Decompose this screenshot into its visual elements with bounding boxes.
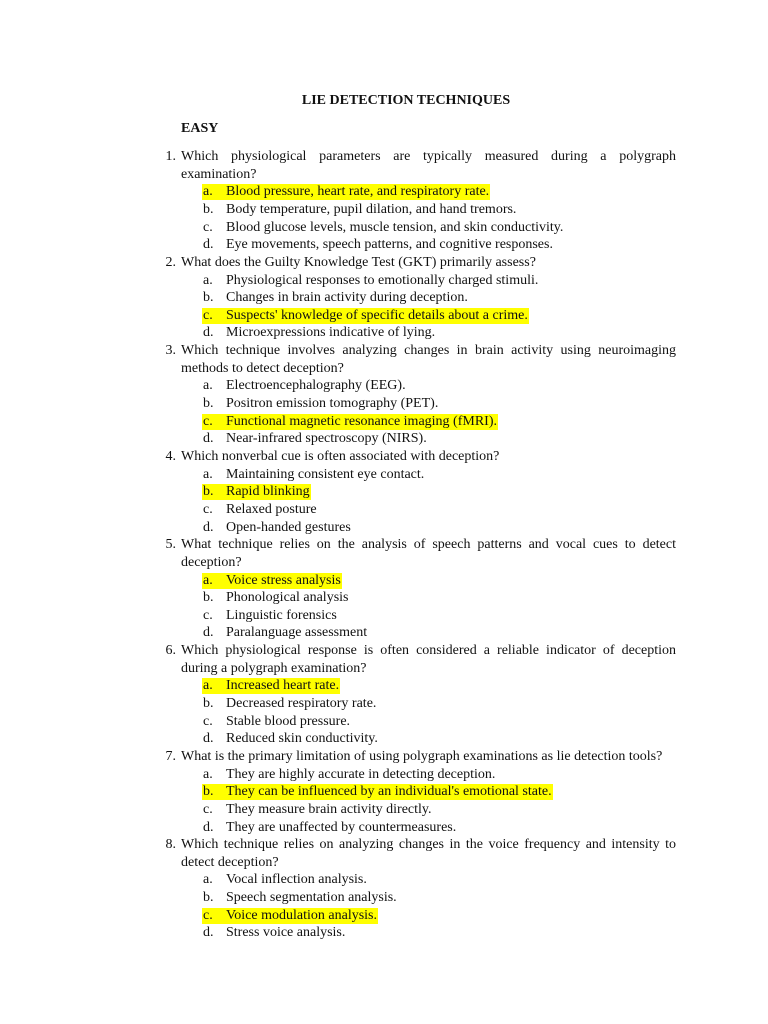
- question-item: [0, 748, 768, 836]
- option-letter: b.: [203, 784, 214, 800]
- question-text: Which technique relies on analyzing changes in the voice frequency and intensity to detect deception?: [181, 837, 676, 870]
- question-item: [0, 836, 768, 942]
- section-heading: EASY: [181, 121, 219, 136]
- option-letter: c.: [203, 907, 213, 923]
- answer-option: [0, 801, 768, 819]
- answer-option: [0, 607, 768, 625]
- option-letter: b.: [203, 396, 214, 412]
- answer-option-correct: [0, 907, 768, 925]
- option-letter: d.: [203, 925, 214, 941]
- question-item: [0, 342, 768, 448]
- option-text: They measure brain activity directly.: [226, 801, 432, 817]
- option-letter: b.: [203, 890, 214, 906]
- answer-option: [0, 430, 768, 448]
- option-text: Eye movements, speech patterns, and cognitive responses.: [226, 237, 553, 253]
- answer-option: [0, 324, 768, 342]
- answer-option: [0, 695, 768, 713]
- question-number: 4.: [165, 448, 176, 464]
- option-letter: b.: [203, 484, 214, 500]
- option-letter: a.: [203, 572, 213, 588]
- option-text: Relaxed posture: [226, 501, 317, 517]
- option-letter: c.: [203, 307, 213, 323]
- option-letter: d.: [203, 237, 214, 253]
- answer-option-correct: [0, 413, 768, 431]
- option-letter: a.: [203, 272, 213, 288]
- document-title: LIE DETECTION TECHNIQUES: [301, 93, 511, 108]
- option-text: Phonological analysis: [226, 590, 349, 606]
- option-letter: a.: [203, 766, 213, 782]
- question-text: Which technique involves analyzing changes in brain activity using neuroimaging methods to detect deception?: [181, 343, 676, 376]
- option-text: They can be influenced by an individual's emotional state.: [226, 784, 552, 800]
- option-letter: d.: [203, 519, 214, 535]
- option-text: Voice stress analysis: [226, 572, 341, 588]
- option-letter: c.: [203, 501, 213, 517]
- question-item: [0, 642, 768, 748]
- option-text: Functional magnetic resonance imaging (fMRI).: [226, 413, 497, 429]
- option-text: Stress voice analysis.: [226, 925, 346, 941]
- option-text: Electroencephalography (EEG).: [226, 378, 406, 394]
- option-text: Stable blood pressure.: [226, 713, 351, 729]
- answer-option: [0, 219, 768, 237]
- option-text: Speech segmentation analysis.: [226, 890, 397, 906]
- answer-option: [0, 501, 768, 519]
- question-text: What technique relies on the analysis of speech patterns and vocal cues to detect deception?: [181, 537, 676, 570]
- option-text: Decreased respiratory rate.: [226, 696, 377, 712]
- question-item: [0, 448, 768, 536]
- option-text: Microexpressions indicative of lying.: [226, 325, 436, 341]
- option-text: They are unaffected by countermeasures.: [226, 819, 457, 835]
- question-text: What is the primary limitation of using polygraph examinations as lie detection tools?: [181, 748, 663, 764]
- answer-option-correct: [0, 677, 768, 695]
- option-text: Maintaining consistent eye contact.: [226, 466, 425, 482]
- answer-option: [0, 236, 768, 254]
- option-letter: c.: [203, 607, 213, 623]
- question-item: [0, 536, 768, 642]
- answer-option-correct: [0, 307, 768, 325]
- answer-option: [0, 819, 768, 837]
- option-letter: c.: [203, 713, 213, 729]
- option-letter: a.: [203, 678, 213, 694]
- question-text: What does the Guilty Knowledge Test (GKT) primarily assess?: [181, 254, 536, 270]
- option-text: Vocal inflection analysis.: [226, 872, 367, 888]
- option-letter: a.: [203, 872, 213, 888]
- option-text: Open-handed gestures: [226, 519, 351, 535]
- option-text: Blood glucose levels, muscle tension, and skin conductivity.: [226, 219, 564, 235]
- answer-option: [0, 589, 768, 607]
- question-number: 8.: [165, 837, 176, 853]
- answer-option: [0, 766, 768, 784]
- answer-option: [0, 289, 768, 307]
- option-letter: d.: [203, 731, 214, 747]
- question-number: 3.: [165, 343, 176, 359]
- answer-option: [0, 871, 768, 889]
- option-text: They are highly accurate in detecting deception.: [226, 766, 496, 782]
- answer-option: [0, 466, 768, 484]
- question-number: 2.: [165, 254, 176, 270]
- question-text: Which physiological parameters are typically measured during a polygraph examination?: [181, 149, 676, 182]
- answer-option-correct: [0, 572, 768, 590]
- option-letter: b.: [203, 290, 214, 306]
- option-letter: b.: [203, 590, 214, 606]
- option-letter: c.: [203, 801, 213, 817]
- question-number: 6.: [165, 643, 176, 659]
- option-text: Linguistic forensics: [226, 607, 337, 623]
- answer-option-correct: [0, 783, 768, 801]
- option-letter: a.: [203, 184, 213, 200]
- answer-option: [0, 272, 768, 290]
- option-text: Physiological responses to emotionally charged stimuli.: [226, 272, 539, 288]
- option-letter: a.: [203, 466, 213, 482]
- option-letter: c.: [203, 219, 213, 235]
- question-list: [0, 148, 768, 942]
- question-number: 1.: [165, 149, 176, 164]
- answer-option: [0, 889, 768, 907]
- answer-option-correct: [0, 483, 768, 501]
- option-letter: b.: [203, 696, 214, 712]
- answer-option-correct: [0, 183, 768, 201]
- option-letter: d.: [203, 819, 214, 835]
- question-item: [0, 148, 768, 254]
- answer-option: [0, 395, 768, 413]
- option-letter: c.: [203, 413, 213, 429]
- option-text: Suspects' knowledge of specific details about a crime.: [226, 307, 528, 323]
- answer-option: [0, 624, 768, 642]
- option-letter: d.: [203, 431, 214, 447]
- answer-option: [0, 730, 768, 748]
- question-number: 5.: [165, 537, 176, 553]
- option-text: Paralanguage assessment: [226, 625, 368, 641]
- option-text: Positron emission tomography (PET).: [226, 396, 439, 412]
- option-text: Changes in brain activity during deception.: [226, 290, 468, 306]
- answer-option: [0, 924, 768, 942]
- answer-option: [0, 201, 768, 219]
- option-letter: d.: [203, 325, 214, 341]
- question-item: [0, 254, 768, 342]
- question-text: Which physiological response is often considered a reliable indicator of deception during a polygraph examination?: [181, 643, 676, 676]
- option-text: Near-infrared spectroscopy (NIRS).: [226, 431, 427, 447]
- option-text: Increased heart rate.: [226, 678, 340, 694]
- question-text: Which nonverbal cue is often associated with deception?: [181, 448, 500, 464]
- option-text: Rapid blinking: [226, 484, 310, 500]
- option-letter: a.: [203, 378, 213, 394]
- option-text: Body temperature, pupil dilation, and hand tremors.: [226, 201, 517, 217]
- option-text: Voice modulation analysis.: [226, 907, 377, 923]
- option-text: Reduced skin conductivity.: [226, 731, 378, 747]
- question-number: 7.: [165, 748, 176, 764]
- option-letter: d.: [203, 625, 214, 641]
- option-text: Blood pressure, heart rate, and respiratory rate.: [226, 184, 490, 200]
- answer-option: [0, 713, 768, 731]
- answer-option: [0, 519, 768, 537]
- answer-option: [0, 377, 768, 395]
- option-letter: b.: [203, 201, 214, 217]
